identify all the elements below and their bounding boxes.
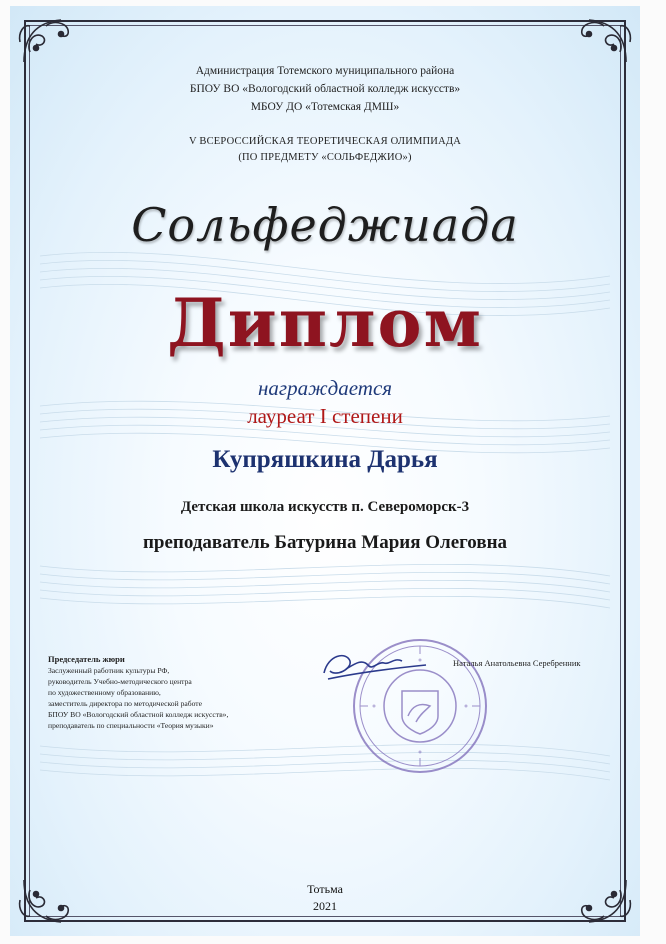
jury-credential: руководитель Учебно-методического центра [48,677,192,686]
school-name: Детская школа искусств п. Североморск-3 [180,499,470,515]
event-title: Сольфеджиада [131,198,519,252]
signature-icon [316,643,436,688]
recipient-name: Купряшкина Дарья [212,446,438,473]
organizers-block [10,62,640,116]
teacher-name: преподаватель Батурина Мария Олеговна [142,532,508,553]
jury-title: Председатель жюри [48,654,125,664]
jury-credential: по художественному образованию, [48,688,161,697]
jury-credential: преподаватель по специальности «Теория музыки» [48,721,214,730]
jury-credential: Заслуженный работник культуры РФ, [48,666,170,675]
award-degree: лауреат I степени [247,404,403,428]
diploma-sheet [10,6,640,936]
jury-credential: БПОУ ВО «Вологодский областной колледж искусств», [48,710,229,719]
organizer-line: МБОУ ДО «Тотемская ДМШ» [250,101,400,113]
jury-chair-name: Наталья Анатольевна Серебренник [453,658,581,668]
diploma-heading: Диплом [167,284,483,362]
issue-year: 2021 [313,899,337,913]
olympiad-block [10,134,640,166]
organizer-line: Администрация Тотемского муниципального района [195,65,455,77]
awarded-text: награждается [257,376,393,400]
olympiad-name: V ВСЕРОССИЙСКАЯ ТЕОРЕТИЧЕСКАЯ ОЛИМПИАДА [188,136,462,147]
city-name: Тотьма [307,882,343,896]
jury-credential: заместитель директора по методической работе [48,699,202,708]
organizer-line: БПОУ ВО «Вологодский областной колледж искусств» [189,83,461,95]
olympiad-subject: (ПО ПРЕДМЕТУ «СОЛЬФЕДЖИО») [238,152,412,163]
jury-chair-block [48,654,288,731]
